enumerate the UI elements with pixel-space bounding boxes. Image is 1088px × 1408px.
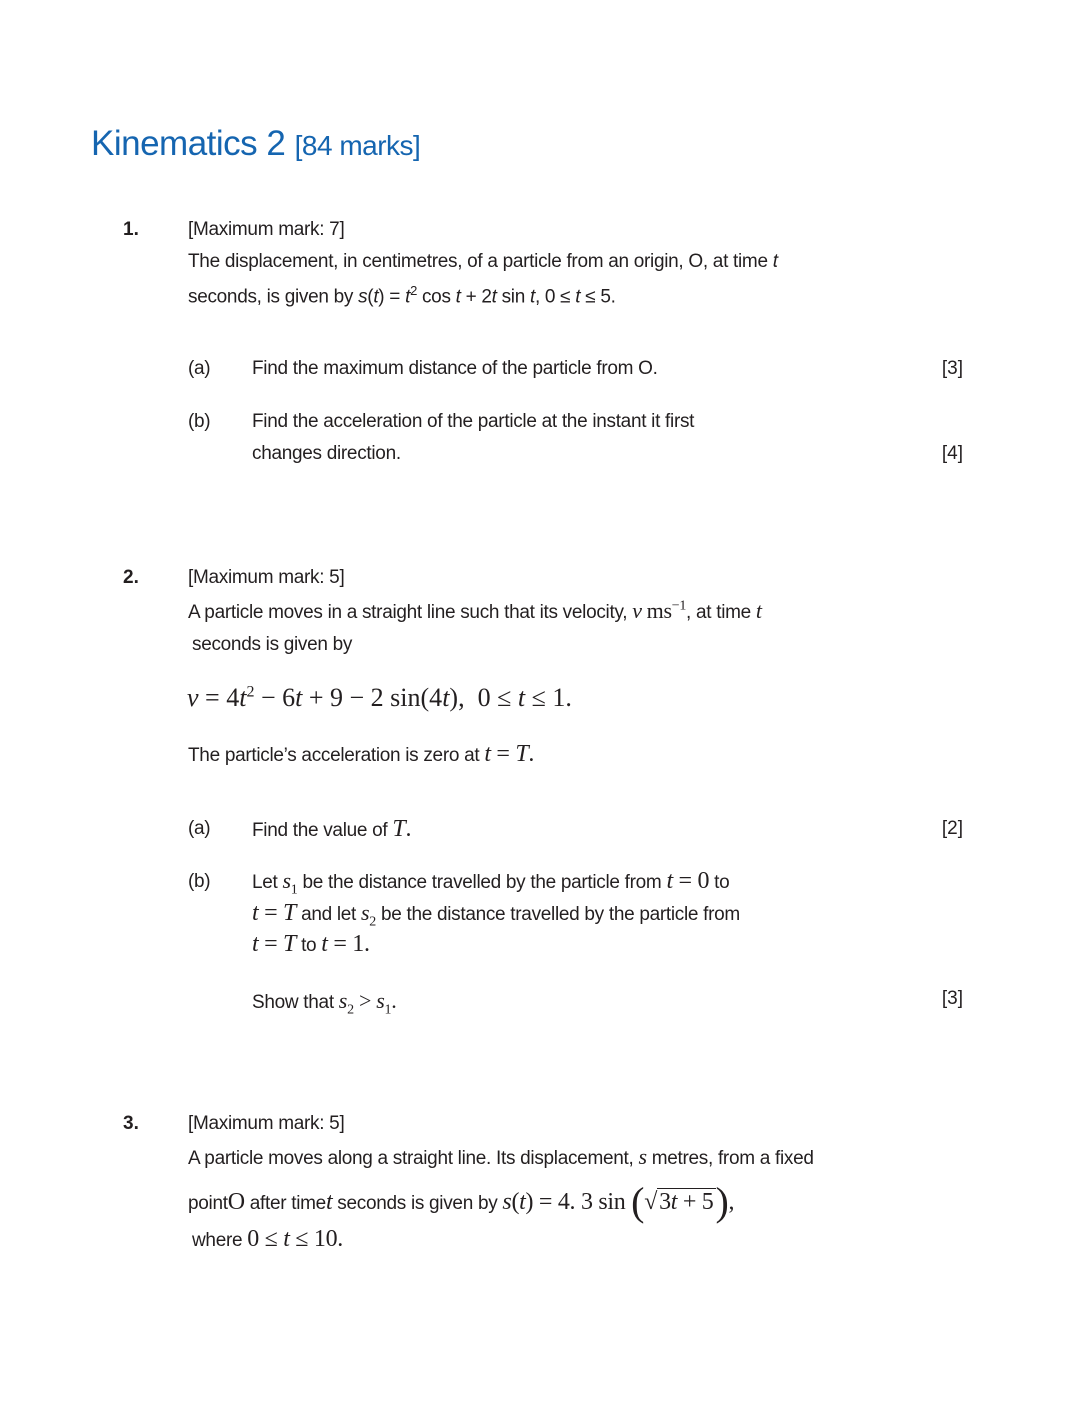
- q1-line1: The displacement, in centimetres, of a particle from an origin, O, at time t: [188, 251, 778, 272]
- q2a-marks: [2]: [941, 818, 963, 839]
- page-title: [91, 124, 420, 164]
- q1b-line2: changes direction.: [252, 443, 401, 464]
- q2-max-mark: [Maximum mark: 5]: [188, 567, 345, 588]
- q2b-to-2: to: [301, 935, 317, 956]
- q2b-let: Let: [252, 872, 278, 893]
- q2b-and: and let: [301, 904, 357, 925]
- q1a-label: (a): [188, 358, 211, 379]
- q2a-text: Find the value of T.: [252, 816, 412, 842]
- q3-line2b: after time: [249, 1193, 326, 1214]
- q2-accel-text: The particle’s acceleration is zero at: [188, 745, 480, 766]
- q3-line2c: seconds is given by: [337, 1193, 498, 1214]
- q1a-text: Find the maximum distance of the particle from O.: [252, 358, 658, 379]
- title-marks: [84 marks]: [294, 130, 421, 161]
- q1a-marks: [3]: [941, 358, 963, 379]
- q2b-label: (b): [188, 871, 211, 892]
- q2b-line1: Let $s_1$ be the distance travelled by the particle from t = 0 to: [252, 868, 730, 898]
- q2-line1-text: A particle moves in a straight line such that its velocity,: [188, 602, 628, 623]
- q2a-text-words: Find the value of: [252, 820, 388, 841]
- q2b-line2-text: be the distance travelled by the particle from: [380, 904, 740, 925]
- q3-line2: pointO after timet seconds is given by s(t) = 4. 3 sin (√3t + 5),: [188, 1179, 735, 1224]
- q1b-marks: [4]: [941, 443, 963, 464]
- q2b-to-1: to: [714, 872, 730, 893]
- q2b-line2: t = T and let $s_2$ be the distance travelled by the particle from: [252, 900, 740, 930]
- q2b-line1-text: be the distance travelled by the particle from: [302, 872, 662, 893]
- q1-line2: seconds, is given by $s(t) = t^2$ cos t + 2t sin t, 0 ≤ t ≤ 5.: [188, 283, 616, 308]
- q3-line1a: A particle moves along a straight line. Its displacement,: [188, 1148, 634, 1169]
- q1-max-mark: [Maximum mark: 7]: [188, 219, 345, 240]
- q3-line1b: metres, from a fixed: [651, 1148, 814, 1169]
- q2-line1-mid: , at time: [686, 602, 751, 623]
- title-main: Kinematics 2: [91, 124, 286, 163]
- q2-line1: A particle moves in a straight line such that its velocity, v $ms^{-1}$, at time t: [188, 598, 762, 623]
- q1-line1-text: The displacement, in centimetres, of a particle from an origin, O, at time: [188, 251, 768, 272]
- q3-where-line: where 0 ≤ t ≤ 10.: [192, 1226, 343, 1252]
- q2b-marks: [3]: [941, 988, 963, 1009]
- q3-number: 3.: [123, 1113, 139, 1134]
- q3-max-mark: [Maximum mark: 5]: [188, 1113, 345, 1134]
- q1b-line1: Find the acceleration of the particle at the instant it first: [252, 411, 695, 432]
- q2-number: 2.: [123, 567, 139, 588]
- q3-line2a: point: [188, 1193, 228, 1214]
- q2-accel-line: The particle’s acceleration is zero at t = T.: [188, 741, 535, 767]
- q2-line2: seconds is given by: [192, 634, 353, 655]
- q3-where: where: [192, 1230, 243, 1251]
- q1-line2-text: seconds, is given by: [188, 286, 354, 308]
- q2b-line3: t = T to t = 1.: [252, 931, 370, 957]
- q3-line1: A particle moves along a straight line. Its displacement, s metres, from a fixed: [188, 1144, 814, 1169]
- q1-number: 1.: [123, 219, 139, 240]
- q2-velocity-equation: $v = 4t^2 - 6t + 9 - 2$ sin(4t), 0 ≤ t ≤ 1.: [187, 683, 572, 712]
- q1b-label: (b): [188, 411, 211, 432]
- q2b-show: Show that $s_2 > s_1$.: [252, 988, 397, 1018]
- q2a-label: (a): [188, 818, 211, 839]
- q2b-show-text: Show that: [252, 992, 334, 1013]
